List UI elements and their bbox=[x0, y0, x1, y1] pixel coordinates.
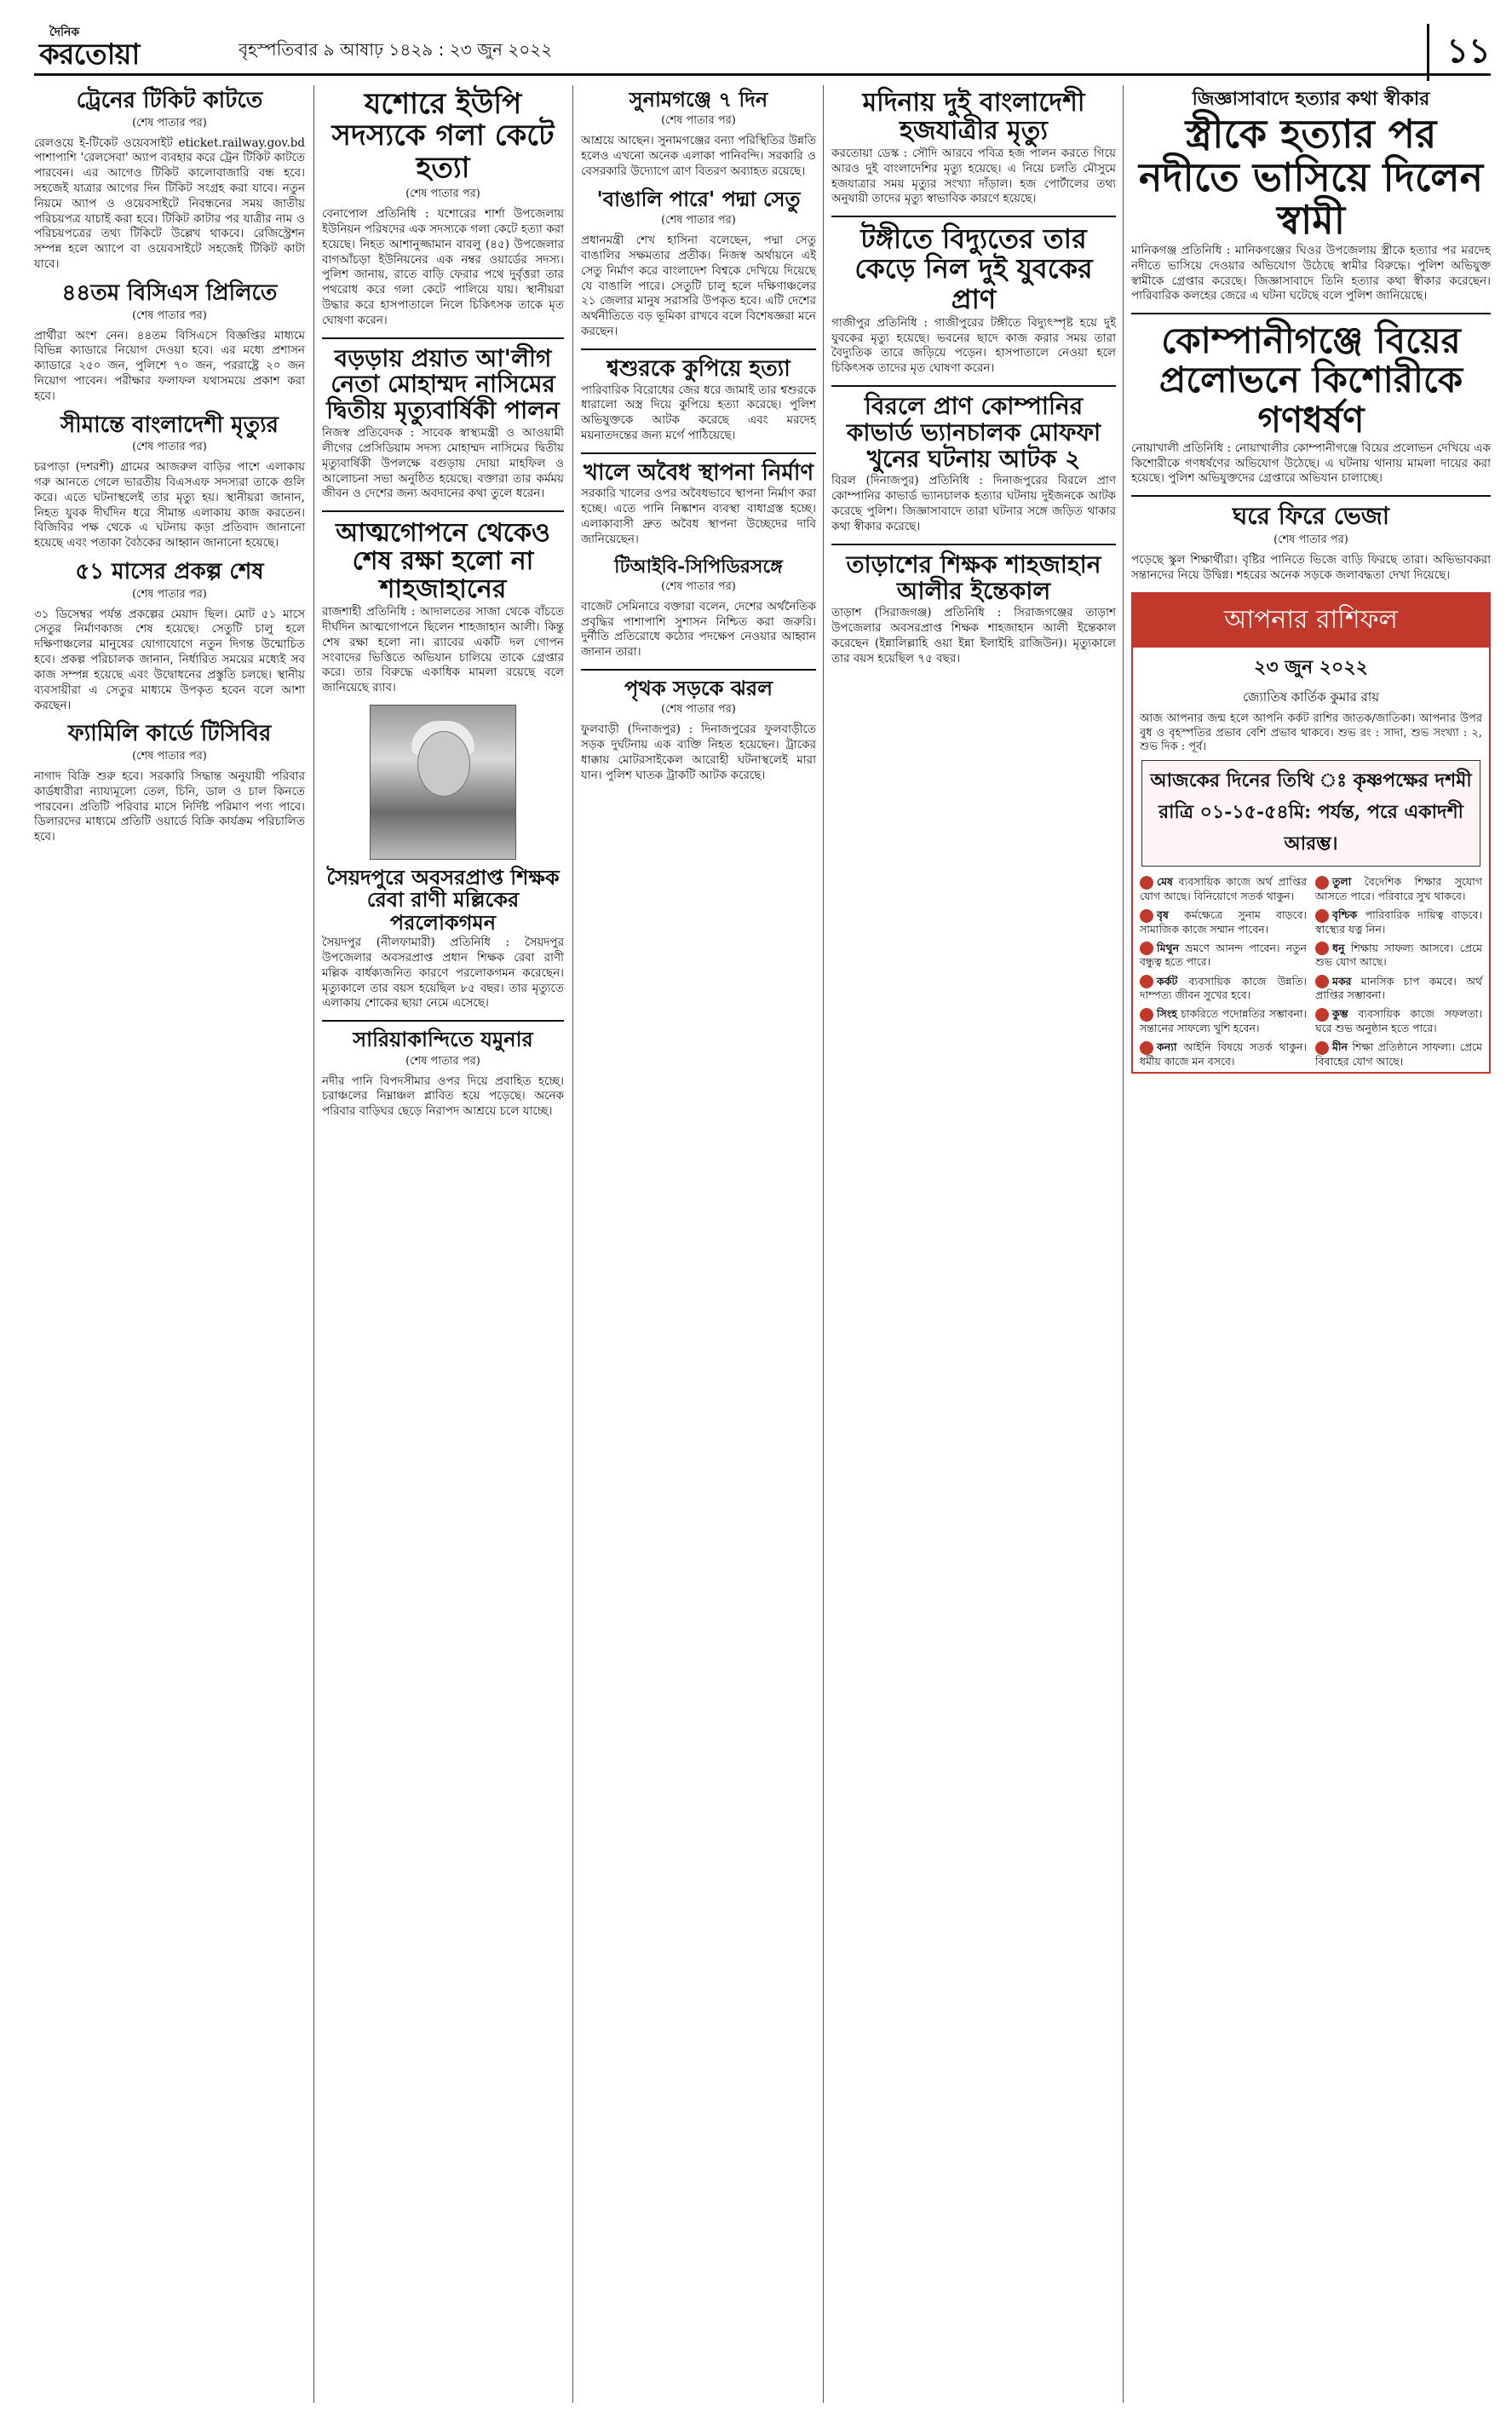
zodiac-sign-name: বৃষ bbox=[1157, 908, 1169, 922]
zodiac-sign-entry bbox=[1315, 1007, 1482, 1035]
article bbox=[581, 357, 816, 444]
headline: বিরলে প্রাণ কোম্পানির কাভার্ড ভ্যানচালক মোফফা খুনের ঘটনায় আটক ২ bbox=[846, 392, 1101, 473]
photo-face bbox=[417, 731, 470, 797]
column-rule bbox=[572, 85, 573, 2403]
article-body: ফুলবাড়ী (দিনাজপুর) : দিনাজপুরের ফুলবাড়ীতে সড়ক দুর্ঘটনায় এক ব্যক্তি নিহত হয়েছেন। ট্রাকের ধাক্কায় মোটরসাইকেল আরোহী ঘটনাস্থলেই মারা যান। পুলিশ ঘাতক ট্রাকটি আটক করেছে। bbox=[581, 723, 816, 782]
divider bbox=[581, 452, 816, 454]
article bbox=[34, 413, 305, 551]
zodiac-sign-name: সিংহ bbox=[1157, 1007, 1177, 1021]
zodiac-sign-text: কর্মক্ষেত্রে সুনাম বাড়বে। সামাজিক কাজে সম্মান পাবেন। bbox=[1140, 908, 1307, 936]
portrait-photo bbox=[370, 705, 516, 860]
divider bbox=[831, 216, 1116, 217]
article bbox=[322, 89, 564, 329]
divider bbox=[581, 669, 816, 671]
article-body: প্রার্থীরা অংশ নেন। ৪৪তম বিসিএসে বিজ্ঞপ্তির মাধ্যমে বিভিন্ন ক্যাডারে নিয়োগ দেওয়া হবে। এর মধ্যে প্রশাসন ক্যাডারে ২৫০ জন, পুলিশে ৭০ জন, পররাষ্ট্রে ২০ জন নিয়োগ পাবেন। পরীক্ষার ফলাফল যথাসময়ে প্রকাশ করা হবে। bbox=[34, 328, 305, 403]
headline: তাড়াশের শিক্ষক শাহজাহান আলীর ইন্তেকাল bbox=[846, 550, 1101, 605]
divider bbox=[322, 337, 564, 339]
horoscope-title: আপনার রাশিফল bbox=[1133, 594, 1489, 648]
column-1 bbox=[34, 85, 305, 854]
continuation-note: (শেষ পাতার পর) bbox=[132, 587, 207, 601]
zodiac-sign-entry bbox=[1315, 975, 1482, 1003]
article-body: মানিকগঞ্জ প্রতিনিধি : মানিকগঞ্জের ঘিওর উপজেলায় স্ত্রীকে হত্যার পর মরদেহ নদীতে ভাসিয়ে দেওয়ার অভিযোগ উঠেছে স্বামীর বিরুদ্ধে। পুলিশ অভিযুক্ত স্বামীকে গ্রেপ্তার করেছে। জিজ্ঞাসাবাদে তিনি হত্যার কথা স্বীকার করেছেন। পারিবারিক কলহের জেরে এ ঘটনা ঘটেছে বলে পুলিশ জানিয়েছে। bbox=[1131, 243, 1491, 303]
headline: কোম্পানীগঞ্জে বিয়ের প্রলোভনে কিশোরীকে গণধর্ষণ bbox=[1158, 320, 1463, 441]
article-body: সৈয়দপুর (নীলফামারী) প্রতিনিধি : সৈয়দপুর উপজেলার অবসরপ্রাপ্ত প্রধান শিক্ষক রেবা রাণী মল্লিক বার্ধক্যজনিত কারণে পরলোকগমন করেছেন। মৃত্যুকালে তার বয়স হয়েছিল ৮৫ বছর। তার মৃত্যুতে এলাকায় শোকের ছায়া নেমে এসেছে। bbox=[322, 936, 564, 1011]
headline: সুনামগঞ্জে ৭ দিন bbox=[629, 87, 768, 112]
zodiac-sign-name: মিথুন bbox=[1157, 941, 1180, 954]
zodiac-sign-entry bbox=[1140, 942, 1307, 970]
headline: যশোরে ইউপি সদস্যকে গলা কেটে হত্যা bbox=[331, 87, 555, 185]
article bbox=[581, 677, 816, 784]
zodiac-sign-entry bbox=[1140, 875, 1307, 903]
zodiac-sign-text: ব্যবসায়িক কাজে উন্নতি। দাম্পত্য জীবন সুখের হবে। bbox=[1140, 974, 1307, 1002]
horoscope-intro: আজ আপনার জন্ম হলে আপনি কর্কট রাশির জাতক/জাতিকা। আপনার উপর বুধ ও বৃহস্পতির প্রভাব বেশি প্রভাব থাকবে। শুভ রং : সাদা, শুভ সংখ্যা : ২, শুভ দিক : পূর্ব। bbox=[1140, 711, 1482, 754]
divider bbox=[322, 510, 564, 512]
article bbox=[581, 461, 816, 548]
article bbox=[1131, 504, 1491, 583]
divider bbox=[1131, 495, 1491, 497]
divider bbox=[581, 349, 816, 350]
divider bbox=[1131, 313, 1491, 314]
zodiac-sign-name: তুলা bbox=[1332, 875, 1352, 889]
zodiac-signs bbox=[1133, 872, 1489, 1072]
continuation-note: (শেষ পাতার পর) bbox=[132, 308, 207, 322]
column-rule bbox=[1123, 85, 1124, 2403]
article-body: নোয়াখালী প্রতিনিধি : নোয়াখালীর কোম্পানীগঞ্জে বিয়ের প্রলোভন দেখিয়ে এক কিশোরীকে গণধর্ষণের অভিযোগ উঠেছে। এ ঘটনায় থানায় মামলা দায়ের করা হয়েছে। পুলিশ অভিযুক্তদের গ্রেপ্তারে অভিযান চালাচ্ছে। bbox=[1131, 441, 1491, 486]
article-body: গাজীপুর প্রতিনিধি : গাজীপুরের টঙ্গীতে বিদ্যুৎস্পৃষ্ট হয়ে দুই যুবকের মৃত্যু হয়েছে। ভবনের ছাদে কাজ করার সময় তারা বৈদ্যুতিক তারে জড়িয়ে পড়েন। হাসপাতালে নেওয়া হলে চিকিৎসক তাদের মৃত ঘোষণা করেন। bbox=[831, 315, 1116, 376]
headline: আত্মগোপনে থেকেও শেষ রক্ষা হলো না শাহজাহানের bbox=[336, 518, 550, 605]
article bbox=[831, 552, 1116, 667]
column-5 bbox=[1131, 85, 1491, 1074]
continuation-note: (শেষ পাতার পর) bbox=[661, 579, 736, 593]
article bbox=[322, 519, 564, 696]
article bbox=[34, 89, 305, 273]
article bbox=[831, 89, 1116, 207]
zodiac-sign-entry bbox=[1140, 975, 1307, 1003]
zodiac-sign-entry bbox=[1315, 1040, 1482, 1069]
zodiac-sign-text: পারিবারিক দায়িত্ব বাড়বে। স্বাস্থ্যের যত্ন নিন। bbox=[1315, 908, 1482, 936]
headline: খালে অবৈধ স্থাপনা নির্মাণ bbox=[583, 459, 814, 486]
column-rule bbox=[823, 85, 824, 2403]
dateline: বৃহস্পতিবার ৯ আষাঢ় ১৪২৯ : ২৩ জুন ২০২২ bbox=[239, 39, 553, 60]
article bbox=[1131, 321, 1491, 487]
zodiac-sign-name: বৃশ্চিক bbox=[1332, 908, 1358, 922]
continuation-note: (শেষ পাতার পর) bbox=[405, 1054, 480, 1068]
continuation-note: (শেষ পাতার পর) bbox=[405, 187, 480, 201]
continuation-note: (শেষ পাতার পর) bbox=[661, 703, 736, 717]
zodiac-sign-name: মীন bbox=[1332, 1040, 1348, 1054]
headline: 'বাঙালি পারে' পদ্মা সেতু bbox=[596, 186, 801, 211]
continuation-note: (শেষ পাতার পর) bbox=[132, 441, 207, 454]
horoscope-date: ২৩ জুন ২০২২ bbox=[1254, 655, 1368, 678]
zodiac-sign-text: ভ্রমণে আনন্দ পাবেন। নতুন বন্ধুত্ব হতে পারে। bbox=[1140, 941, 1307, 969]
zodiac-icon bbox=[1315, 942, 1329, 955]
zodiac-icon bbox=[1315, 975, 1329, 988]
column-3 bbox=[581, 85, 816, 792]
zodiac-icon bbox=[1315, 1041, 1329, 1055]
article-body: বাজেট সেমিনারে বক্তারা বলেন, দেশের অর্থনৈতিক প্রবৃদ্ধির পাশাপাশি সুশাসন নিশ্চিত করা জরুরি। দুর্নীতি প্রতিরোধে কঠোর পদক্ষেপ নেওয়ার আহ্বান জানান তারা। bbox=[581, 599, 816, 660]
kicker: জিজ্ঞাসাবাদে হত্যার কথা স্বীকার bbox=[1192, 88, 1430, 110]
zodiac-sign-text: বৈদেশিক শিক্ষার সুযোগ আসতে পারে। পরিবারে সুখ থাকবে। bbox=[1315, 875, 1482, 902]
headline: টিআইবি-সিপিডিরসঙ্গে bbox=[614, 555, 783, 578]
zodiac-sign-text: চাকরিতে পদোন্নতির সম্ভাবনা। সন্তানের সাফল্যে খুশি হবেন। bbox=[1140, 1007, 1307, 1034]
article-body: ৩১ ডিসেম্বর পর্যন্ত প্রকল্পের মেয়াদ ছিল। মোট ৫১ মাসে সেতুর নির্মাণকাজ শেষ হয়েছে। সেতুটি চালু হলে দক্ষিণাঞ্চলের মানুষের যোগাযোগে নতুন দিগন্ত উন্মোচিত হবে। প্রকল্প পরিচালক জানান, নির্ধারিত সময়ের মধ্যেই সব কাজ সম্পন্ন হয়েছে এবং উদ্বোধনের প্রস্তুতি চলছে। স্থানীয় ব্যবসায়ীরা এ সেতুর মাধ্যমে উপকৃত হবেন বলে আশা করছেন। bbox=[34, 607, 305, 712]
article bbox=[34, 560, 305, 713]
article-body: রেলওয়ে ই-টিকেট ওয়েবসাইট eticket.railway.gov.bd পাশাপাশি 'রেলসেবা' অ্যাপ ব্যবহার করে ট্রেন টিকিট কাটতে পারবেন। এর আগেও টিকিট কালোবাজারি বন্ধ হবে। সহজেই যাত্রার আগের দিন টিকিট সংগ্রহ করা যাবে। নতুন নিয়মে অ্যাপ ও ওয়েবসাইটে নিবন্ধনের সময় জাতীয় পরিচয়পত্র যাচাই করা হবে। টিকিট কাটার পর যাত্রীর নাম ও পরিচয়পত্রের তথ্য টিকিটে উল্লেখ থাকবে। রেজিস্ট্রেশন সম্পন্ন হলে অ্যাপে বা ওয়েবসাইটে সহজেই টিকিট কাটা যাবে। bbox=[34, 135, 305, 272]
article-body: সরকারি খালের ওপর অবৈধভাবে স্থাপনা নির্মাণ করা হচ্ছে। এতে পানি নিষ্কাশন ব্যবস্থা বাধাগ্রস্ত হচ্ছে। এলাকাবাসী দ্রুত অবৈধ স্থাপনা উচ্ছেদের দাবি জানিয়েছেন। bbox=[581, 487, 816, 546]
headline: টঙ্গীতে বিদ্যুতের তার কেড়ে নিল দুই যুবকের প্রাণ bbox=[854, 222, 1093, 315]
headline: স্ত্রীকে হত্যার পর নদীতে ভাসিয়ে দিলেন স্বামী bbox=[1138, 111, 1484, 244]
zodiac-sign-text: আইনি বিষয়ে সতর্ক থাকুন। ধর্মীয় কাজে মন বসবে। bbox=[1140, 1040, 1307, 1068]
headline: সৈয়দপুরে অবসরপ্রাপ্ত শিক্ষক রেবা রাণী মল্লিকের পরলোকগমন bbox=[326, 865, 560, 935]
zodiac-sign-name: মকর bbox=[1332, 974, 1352, 988]
tithi-highlight: আজকের দিনের তিথি ঃ কৃষ্ণপক্ষের দশমী রাত্রি ০১-১৫-৫৪মি: পর্যন্ত, পরে একাদশী আরম্ভ। bbox=[1141, 760, 1480, 867]
article-body: বিরল (দিনাজপুর) প্রতিনিধি : দিনাজপুরের বিরলে প্রাণ কোম্পানির কাভার্ড ভ্যানচালক হত্যার ঘটনায় দুইজনকে আটক করেছে পুলিশ। জিজ্ঞাসাবাদে তারা ঘটনার সঙ্গে জড়িত থাকার কথা স্বীকার করেছে। bbox=[831, 474, 1116, 533]
article-body: পারিবারিক বিরোধের জের ধরে জামাই তার শ্বশুরকে ধারালো অস্ত্র দিয়ে কুপিয়ে হত্যা করেছে। পুলিশ অভিযুক্তকে আটক করেছে এবং মরদেহ ময়নাতদন্তের জন্য মর্গে পাঠিয়েছে। bbox=[581, 383, 816, 442]
continuation-note: (শেষ পাতার পর) bbox=[132, 749, 207, 763]
headline: পৃথক সড়কে ঝরল bbox=[624, 676, 773, 701]
article bbox=[34, 722, 305, 845]
zodiac-sign-entry bbox=[1140, 1040, 1307, 1069]
headline: সারিয়াকান্দিতে যমুনার bbox=[353, 1027, 533, 1052]
zodiac-icon bbox=[1315, 876, 1329, 890]
divider bbox=[831, 544, 1116, 545]
zodiac-sign-entry bbox=[1140, 1007, 1307, 1035]
article-body: বেনাপোল প্রতিনিধি : যশোরের শার্শা উপজেলায় ইউনিয়ন পরিষদের এক সদস্যকে গলা কেটে হত্যা করা হয়েছে। নিহত আশানুজ্জামান বাবলু (৪৫) উপজেলার বাগআঁচড়া ইউনিয়নের এক নম্বর ওয়ার্ডের সদস্য। পুলিশ জানায়, রাতে বাড়ি ফেরার পথে দুর্বৃত্তরা তার পথরোধ করে গলা কেটে পালিয়ে যায়। স্থানীয়রা উদ্ধার করে হাসপাতালে নিলে চিকিৎসক তাকে মৃত ঘোষণা করেন। bbox=[322, 207, 564, 327]
zodiac-icon bbox=[1140, 909, 1153, 923]
zodiac-sign-name: মেষ bbox=[1157, 875, 1173, 889]
headline: ট্রেনের টিকিট কাটতে bbox=[76, 88, 263, 113]
zodiac-sign-entry bbox=[1315, 942, 1482, 970]
article bbox=[322, 867, 564, 1011]
zodiac-sign-name: কুম্ভ bbox=[1332, 1007, 1348, 1021]
article bbox=[581, 188, 816, 340]
article-body: করতোয়া ডেস্ক : সৌদি আরবে পবিত্র হজ পালন করতে গিয়ে আরও দুই বাংলাদেশির মৃত্যু হয়েছে। এ নিয়ে চলতি মৌসুমে হজযাত্রার সময় মৃত্যুর সংখ্যা দাঁড়াল। হজ পোর্টালের তথ্য অনুযায়ী তাদের মৃত্যু স্বাভাবিক কারণে হয়েছে। bbox=[831, 147, 1116, 206]
continuation-note: (শেষ পাতার পর) bbox=[1273, 533, 1348, 547]
divider bbox=[831, 385, 1116, 387]
zodiac-icon bbox=[1315, 1008, 1329, 1022]
headline: ঘরে ফিরে ভেজা bbox=[1233, 502, 1389, 531]
zodiac-sign-text: ব্যবসায়িক কাজে অর্থ প্রাপ্তির যোগ আছে। বিনিয়োগে সতর্ক থাকুন। bbox=[1140, 875, 1307, 902]
article-body: চরপাড়া (দশরশী) গ্রামের আজরুল বাড়ির পাশে এলাকায় গরু আনতে গেলে ভারতীয় বিএসএফ সদস্যরা তাকে গুলি করে। এতে ঘটনাস্থলেই তার মৃত্যু হয়। স্থানীয়রা জানান, নিহত যুবক দীর্ঘদিন ধরে সীমান্ত এলাকায় কাজ করতেন। বিজিবির পক্ষ থেকে এ ঘটনায় কড়া প্রতিবাদ জানানো হয়েছে এবং পতাকা বৈঠকের আহ্বান জানানো হয়েছে। bbox=[34, 460, 305, 550]
zodiac-sign-text: ব্যবসায়িক কাজে সফলতা। ঘরে শুভ অনুষ্ঠান হতে পারে। bbox=[1315, 1007, 1482, 1034]
article-body: পড়েছে স্কুল শিক্ষার্থীরা। বৃষ্টির পানিতে ভিজে বাড়ি ফিরছে তারা। অভিভাবকরা সন্তানদের নিয়ে উদ্বিগ্ন। শহরের অনেক সড়কে জলাবদ্ধতা দেখা দিয়েছে। bbox=[1131, 553, 1491, 582]
column-2 bbox=[322, 85, 564, 1128]
article bbox=[1131, 89, 1491, 304]
article-body: নিজস্ব প্রতিবেদক : সাবেক স্বাস্থ্যমন্ত্রী ও আওয়ামী লীগের প্রেসিডিয়াম সদস্য মোহাম্মদ নাসিমের দ্বিতীয় মৃত্যুবার্ষিকী উপলক্ষে বগুড়ায় দোয়া মাহফিল ও আলোচনা সভা অনুষ্ঠিত হয়েছে। বক্তারা তার কর্মময় জীবন ও দেশের জন্য অবদানের কথা তুলে ধরেন। bbox=[322, 426, 564, 501]
column-4 bbox=[831, 85, 1116, 676]
article bbox=[831, 224, 1116, 377]
column-rule bbox=[313, 85, 314, 2403]
continuation-note: (শেষ পাতার পর) bbox=[132, 116, 207, 130]
article bbox=[322, 343, 564, 502]
continuation-note: (শেষ পাতার পর) bbox=[661, 114, 736, 128]
page-number: ১১ bbox=[1427, 24, 1491, 81]
zodiac-icon bbox=[1315, 909, 1329, 923]
zodiac-sign-text: শিক্ষায় সাফল্য আসবে। প্রেমে শুভ যোগ আছে। bbox=[1315, 941, 1482, 969]
article-body: রাজশাহী প্রতিনিধি : আদালতের সাজা থেকে বাঁচতে দীর্ঘদিন আত্মগোপনে ছিলেন শাহজাহান আলী। কিন্তু শেষ রক্ষা হলো না। র‍্যাবের একটি দল গোপন সংবাদের ভিত্তিতে অভিযান চালিয়ে তাকে গ্রেপ্তার করে। তার বিরুদ্ধে একাধিক মামলা রয়েছে বলে জানিয়েছে র‍্যাব। bbox=[322, 605, 564, 695]
article-body: আশ্রয়ে আছেন। সুনামগঞ্জের বন্যা পরিস্থিতির উন্নতি হলেও এখনো অনেক এলাকা পানিবন্দি। সরকারি ও বেসরকারি উদ্যোগে ত্রাণ বিতরণ অব্যাহত রয়েছে। bbox=[581, 134, 816, 179]
zodiac-icon bbox=[1140, 1008, 1153, 1022]
divider bbox=[322, 1020, 564, 1022]
article-body: নদীর পানি বিপদসীমার ওপর দিয়ে প্রবাহিত হচ্ছে। চরাঞ্চলের নিম্নাঞ্চল প্লাবিত হয়ে পড়েছে। অনেক পরিবার বাড়িঘর ছেড়ে নিরাপদ আশ্রয়ে চলে যাচ্ছে। bbox=[322, 1074, 564, 1119]
article bbox=[322, 1028, 564, 1120]
zodiac-icon bbox=[1140, 876, 1153, 890]
headline: ফ্যামিলি কার্ডে টিসিবির bbox=[67, 721, 272, 747]
horoscope-box bbox=[1131, 592, 1491, 1074]
article bbox=[581, 89, 816, 180]
article-body: তাড়াশ (সিরাজগঞ্জ) প্রতিনিধি : সিরাজগঞ্জের তাড়াশ উপজেলার অবসরপ্রাপ্ত শিক্ষক শাহজাহান আলী ইন্তেকাল করেছেন (ইন্নালিল্লাহি ওয়া ইন্না ইলাইহি রাজিউন)। মৃত্যুকালে তার বয়স হয়েছিল ৭৫ বছর। bbox=[831, 606, 1116, 665]
article-body: নাগাদ বিক্রি শুরু হবে। সরকারি সিদ্ধান্ত অনুযায়ী পরিবার কার্ডধারীরা ন্যায্যমূল্যে তেল, চিনি, ডাল ও চাল কিনতে পারবেন। প্রতিটি পরিবার মাসে নির্দিষ্ট পরিমাণ পণ্য পাবে। ডিলারদের মাধ্যমে প্রতিটি ওয়ার্ডে বিক্রি কার্যক্রম পরিচালিত হবে। bbox=[34, 769, 305, 844]
zodiac-sign-entry bbox=[1315, 908, 1482, 936]
zodiac-sign-entry bbox=[1140, 908, 1307, 936]
zodiac-sign-text: মানসিক চাপ কমবে। অর্থ প্রাপ্তির সম্ভাবনা। bbox=[1315, 974, 1482, 1002]
continuation-note: (শেষ পাতার পর) bbox=[661, 214, 736, 228]
headline: মদিনায় দুই বাংলাদেশী হজযাত্রীর মৃত্যু bbox=[862, 88, 1085, 146]
newspaper-logo bbox=[34, 20, 221, 70]
zodiac-sign-text: শিক্ষা প্রতিষ্ঠানে সাফল্য। প্রেমে বিবাহের যোগ আছে। bbox=[1315, 1040, 1482, 1068]
article bbox=[34, 281, 305, 405]
headline: শ্বশুরকে কুপিয়ে হত্যা bbox=[607, 355, 790, 382]
logo-top: দৈনিক bbox=[49, 26, 80, 39]
article bbox=[831, 394, 1116, 535]
headline: ৪৪তম বিসিএস প্রিলিতে bbox=[61, 279, 278, 306]
headline: ৫১ মাসের প্রকল্প শেষ bbox=[75, 559, 264, 585]
article bbox=[581, 556, 816, 660]
horoscope-author: জ্যোতিষ কার্তিক কুমার রায় bbox=[1242, 688, 1380, 705]
zodiac-sign-entry bbox=[1315, 875, 1482, 903]
logo-main: করতোয়া bbox=[39, 37, 140, 72]
headline: সীমান্তে বাংলাদেশী মৃত্যুর bbox=[60, 412, 279, 438]
zodiac-icon bbox=[1140, 1041, 1153, 1055]
headline: বড়ড়ায় প্রয়াত আ'লীগ নেতা মোহাম্মদ নাসিমের দ্বিতীয় মৃত্যুবার্ষিকী পালন bbox=[326, 343, 560, 425]
zodiac-icon bbox=[1140, 942, 1153, 955]
zodiac-icon bbox=[1140, 975, 1153, 988]
zodiac-sign-name: কন্যা bbox=[1157, 1040, 1177, 1054]
article-body: প্রধানমন্ত্রী শেখ হাসিনা বলেছেন, পদ্মা সেতু বাঙালির সক্ষমতার প্রতীক। নিজস্ব অর্থায়নে এই সেতু নির্মাণ করে বাংলাদেশ বিশ্বকে দেখিয়ে দিয়েছে যে বাঙালি পারে। সেতুটি চালু হলে দক্ষিণাঞ্চলের ২১ জেলার মানুষ সরাসরি উপকৃত হবে। এটি দেশের অর্থনীতিতে বড় ভূমিকা রাখবে বলে বিশেষজ্ঞরা মনে করছেন। bbox=[581, 233, 816, 339]
masthead bbox=[34, 20, 1491, 76]
zodiac-sign-name: ধনু bbox=[1332, 941, 1345, 954]
zodiac-sign-name: কর্কট bbox=[1157, 974, 1178, 988]
